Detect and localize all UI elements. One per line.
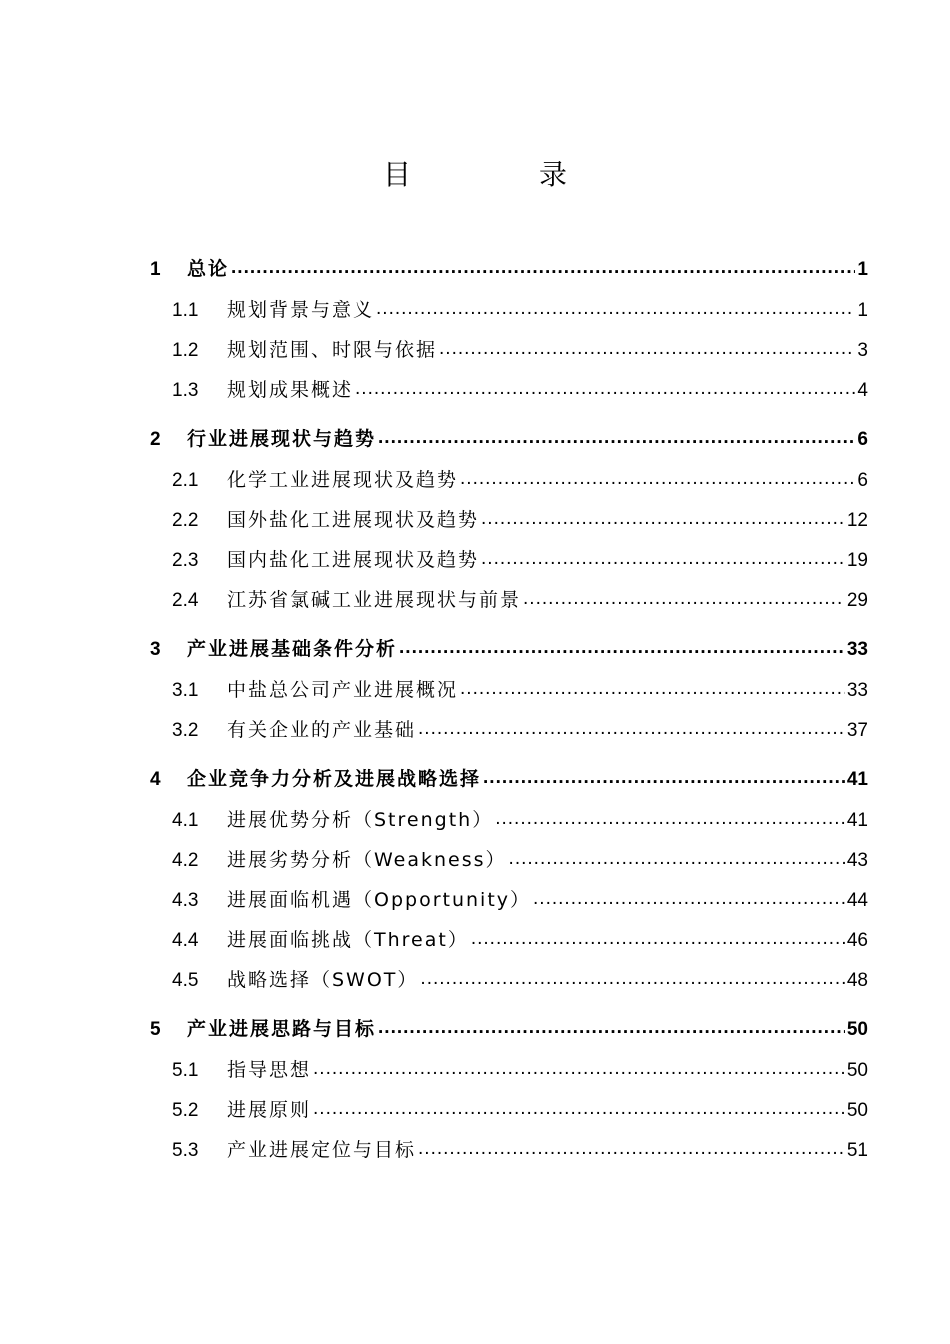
toc-dot-leader <box>483 770 845 789</box>
toc-entry-page-number: 6 <box>857 429 868 450</box>
toc-dot-leader <box>460 681 845 700</box>
toc-dot-leader <box>481 551 845 570</box>
toc-entry-number: 4.3 <box>172 890 199 911</box>
toc-entry-number: 4.2 <box>172 850 199 871</box>
toc-entry-title: 江苏省氯碱工业进展现状与前景 <box>227 589 522 611</box>
toc-entry-number: 1.1 <box>172 300 199 321</box>
toc-dot-leader <box>231 260 855 279</box>
toc-entry-title: 规划成果概述 <box>227 379 354 401</box>
toc-entry-title: 国内盐化工进展现状及趋势 <box>227 549 480 571</box>
toc-entry-page-number: 37 <box>846 720 868 741</box>
toc-entry-page-number: 51 <box>846 1140 868 1161</box>
toc-entry-title: 化学工业进展现状及趋势 <box>227 469 459 491</box>
toc-entry-page-number: 44 <box>846 890 868 911</box>
toc-entry-title: 行业进展现状与趋势 <box>187 428 377 450</box>
toc-entry-number: 1 <box>150 259 161 280</box>
toc-section-entry[interactable] <box>150 670 868 710</box>
toc-section-entry[interactable] <box>150 460 868 500</box>
toc-entry-page-number: 41 <box>846 769 868 790</box>
toc-dot-leader <box>460 471 855 490</box>
toc-entry-title: 中盐总公司产业进展概况 <box>227 679 459 701</box>
toc-section-entry[interactable] <box>150 1130 868 1170</box>
toc-entry-number: 5.1 <box>172 1060 199 1081</box>
toc-dot-leader <box>355 381 855 400</box>
toc-section-entry[interactable] <box>150 960 868 1000</box>
toc-dot-leader <box>533 891 845 910</box>
toc-chapter-entry[interactable] <box>150 418 868 460</box>
toc-entry-page-number: 1 <box>857 300 868 321</box>
toc-entry-title: 进展原则 <box>227 1099 312 1121</box>
toc-entry-number: 2.1 <box>172 470 199 491</box>
toc-entry-number: 4.5 <box>172 970 199 991</box>
toc-chapter-entry[interactable] <box>150 758 868 800</box>
toc-section-entry[interactable] <box>150 920 868 960</box>
toc-section-entry[interactable] <box>150 580 868 620</box>
toc-entry-title: 国外盐化工进展现状及趋势 <box>227 509 480 531</box>
toc-entry-title: 产业进展思路与目标 <box>187 1018 377 1040</box>
toc-dot-leader <box>471 931 845 950</box>
toc-chapter-entry[interactable] <box>150 1008 868 1050</box>
toc-entry-title: 战略选择（SWOT） <box>227 969 419 991</box>
toc-dot-leader <box>418 721 845 740</box>
toc-entry-page-number: 50 <box>846 1019 868 1040</box>
toc-entry-title: 进展面临机遇（Opportunity） <box>227 889 532 911</box>
toc-entry-title: 进展面临挑战（Threat） <box>227 929 469 951</box>
toc-section-entry[interactable] <box>150 290 868 330</box>
toc-dot-leader <box>523 591 845 610</box>
toc-entry-page-number: 43 <box>846 850 868 871</box>
toc-entry-page-number: 50 <box>846 1100 868 1121</box>
toc-entry-page-number: 4 <box>857 380 868 401</box>
toc-section-entry[interactable] <box>150 330 868 370</box>
toc-entry-title: 指导思想 <box>227 1059 312 1081</box>
toc-entry-title: 规划背景与意义 <box>227 299 375 321</box>
toc-dot-leader <box>439 341 855 360</box>
toc-dot-leader <box>378 1020 845 1039</box>
toc-entry-number: 3 <box>150 639 161 660</box>
toc-entry-page-number: 19 <box>846 550 868 571</box>
table-of-contents <box>150 248 868 1170</box>
toc-entry-title: 企业竞争力分析及进展战略选择 <box>187 768 482 790</box>
toc-entry-page-number: 3 <box>857 340 868 361</box>
toc-entry-page-number: 33 <box>846 680 868 701</box>
toc-entry-number: 5.2 <box>172 1100 199 1121</box>
toc-entry-title: 进展优势分析（Strength） <box>227 809 494 831</box>
toc-entry-page-number: 12 <box>846 510 868 531</box>
toc-section-entry[interactable] <box>150 370 868 410</box>
toc-entry-page-number: 46 <box>846 930 868 951</box>
toc-chapter-entry[interactable] <box>150 248 868 290</box>
toc-entry-page-number: 50 <box>846 1060 868 1081</box>
toc-entry-title: 产业进展基础条件分析 <box>187 638 398 660</box>
toc-entry-page-number: 6 <box>857 470 868 491</box>
page-title: 目 录 <box>382 158 617 191</box>
toc-entry-number: 4 <box>150 769 161 790</box>
toc-dot-leader <box>376 301 855 320</box>
toc-section-entry[interactable] <box>150 800 868 840</box>
toc-entry-title: 进展劣势分析（Weakness） <box>227 849 507 871</box>
toc-entry-number: 1.3 <box>172 380 199 401</box>
toc-entry-page-number: 48 <box>846 970 868 991</box>
toc-entry-number: 2.3 <box>172 550 199 571</box>
toc-section-entry[interactable] <box>150 880 868 920</box>
toc-entry-number: 4.1 <box>172 810 199 831</box>
toc-entry-number: 5.3 <box>172 1140 199 1161</box>
toc-entry-number: 4.4 <box>172 930 199 951</box>
toc-dot-leader <box>313 1101 845 1120</box>
toc-section-entry[interactable] <box>150 710 868 750</box>
toc-entry-title: 有关企业的产业基础 <box>227 719 417 741</box>
toc-entry-page-number: 1 <box>857 259 868 280</box>
toc-section-entry[interactable] <box>150 1050 868 1090</box>
toc-dot-leader <box>420 971 844 990</box>
toc-section-entry[interactable] <box>150 540 868 580</box>
toc-entry-page-number: 41 <box>846 810 868 831</box>
toc-chapter-entry[interactable] <box>150 628 868 670</box>
toc-entry-number: 3.1 <box>172 680 199 701</box>
toc-dot-leader <box>313 1061 845 1080</box>
toc-dot-leader <box>378 430 855 449</box>
toc-entry-page-number: 33 <box>846 639 868 660</box>
toc-dot-leader <box>481 511 845 530</box>
toc-entry-number: 2 <box>150 429 161 450</box>
toc-entry-title: 产业进展定位与目标 <box>227 1139 417 1161</box>
toc-dot-leader <box>418 1141 845 1160</box>
toc-dot-leader <box>399 640 845 659</box>
toc-entry-number: 3.2 <box>172 720 199 741</box>
toc-entry-page-number: 29 <box>846 590 868 611</box>
toc-entry-number: 5 <box>150 1019 161 1040</box>
toc-entry-title: 总论 <box>187 258 230 280</box>
toc-entry-number: 1.2 <box>172 340 199 361</box>
toc-entry-number: 2.4 <box>172 590 199 611</box>
toc-dot-leader <box>495 811 845 830</box>
toc-section-entry[interactable] <box>150 1090 868 1130</box>
toc-section-entry[interactable] <box>150 840 868 880</box>
toc-section-entry[interactable] <box>150 500 868 540</box>
toc-dot-leader <box>509 851 845 870</box>
toc-entry-number: 2.2 <box>172 510 199 531</box>
toc-entry-title: 规划范围、时限与依据 <box>227 339 438 361</box>
